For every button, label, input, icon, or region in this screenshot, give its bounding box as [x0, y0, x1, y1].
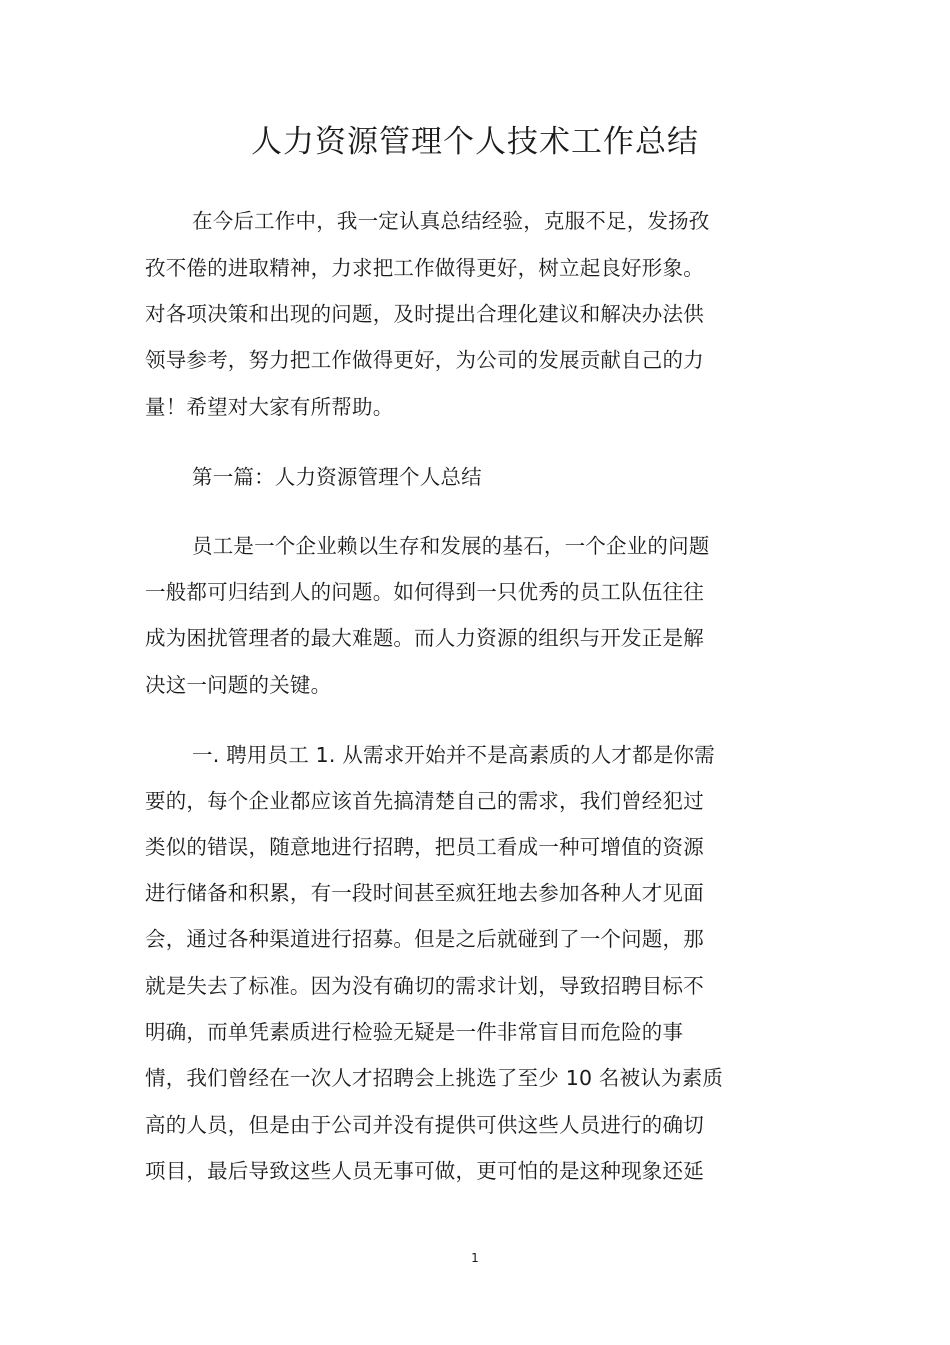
document-title: 人力资源管理个人技术工作总结	[251, 124, 699, 160]
paragraph-1-line-2: 孜不倦的进取精神，力求把工作做得更好，树立起良好形象。	[145, 256, 704, 280]
paragraph-3-line-6: 就是失去了标准。因为没有确切的需求计划，导致招聘目标不	[145, 974, 704, 998]
paragraph-3-line-5: 会，通过各种渠道进行招募。但是之后就碰到了一个问题，那	[145, 927, 704, 951]
paragraph-3-line-7: 明确，而单凭素质进行检验无疑是一件非常盲目而危险的事	[145, 1020, 684, 1044]
paragraph-1-line-1: 在今后工作中，我一定认真总结经验，克服不足，发扬孜	[192, 209, 710, 233]
page-number: 1	[471, 1251, 479, 1265]
paragraph-3-line-4: 进行储备和积累，有一段时间甚至疯狂地去参加各种人才见面	[145, 881, 704, 905]
paragraph-1-line-3: 对各项决策和出现的问题，及时提出合理化建议和解决办法供	[145, 302, 704, 326]
paragraph-1-line-5: 量！希望对大家有所帮助。	[145, 395, 394, 419]
paragraph-2-line-4: 决这一问题的关键。	[145, 673, 332, 697]
paragraph-3-line-8: 情，我们曾经在一次人才招聘会上挑选了至少 10 名被认为素质	[145, 1066, 724, 1090]
paragraph-3-line-2: 要的，每个企业都应该首先搞清楚自己的需求，我们曾经犯过	[145, 789, 704, 813]
paragraph-2-line-2: 一般都可归结到人的问题。如何得到一只优秀的员工队伍往往	[145, 580, 704, 604]
paragraph-2-line-3: 成为困扰管理者的最大难题。而人力资源的组织与开发正是解	[145, 626, 704, 650]
paragraph-3-line-3: 类似的错误，随意地进行招聘，把员工看成一种可增值的资源	[145, 835, 704, 859]
paragraph-1-line-4: 领导参考，努力把工作做得更好，为公司的发展贡献自己的力	[145, 348, 704, 372]
section-heading: 第一篇：人力资源管理个人总结	[192, 465, 482, 489]
paragraph-3-line-9: 高的人员，但是由于公司并没有提供可供这些人员进行的确切	[145, 1113, 704, 1137]
paragraph-3-line-10: 项目，最后导致这些人员无事可做，更可怕的是这种现象还延	[145, 1159, 704, 1183]
paragraph-2-line-1: 员工是一个企业赖以生存和发展的基石，一个企业的问题	[192, 534, 710, 558]
paragraph-3-line-1: 一. 聘用员工 1. 从需求开始并不是高素质的人才都是你需	[192, 743, 715, 767]
